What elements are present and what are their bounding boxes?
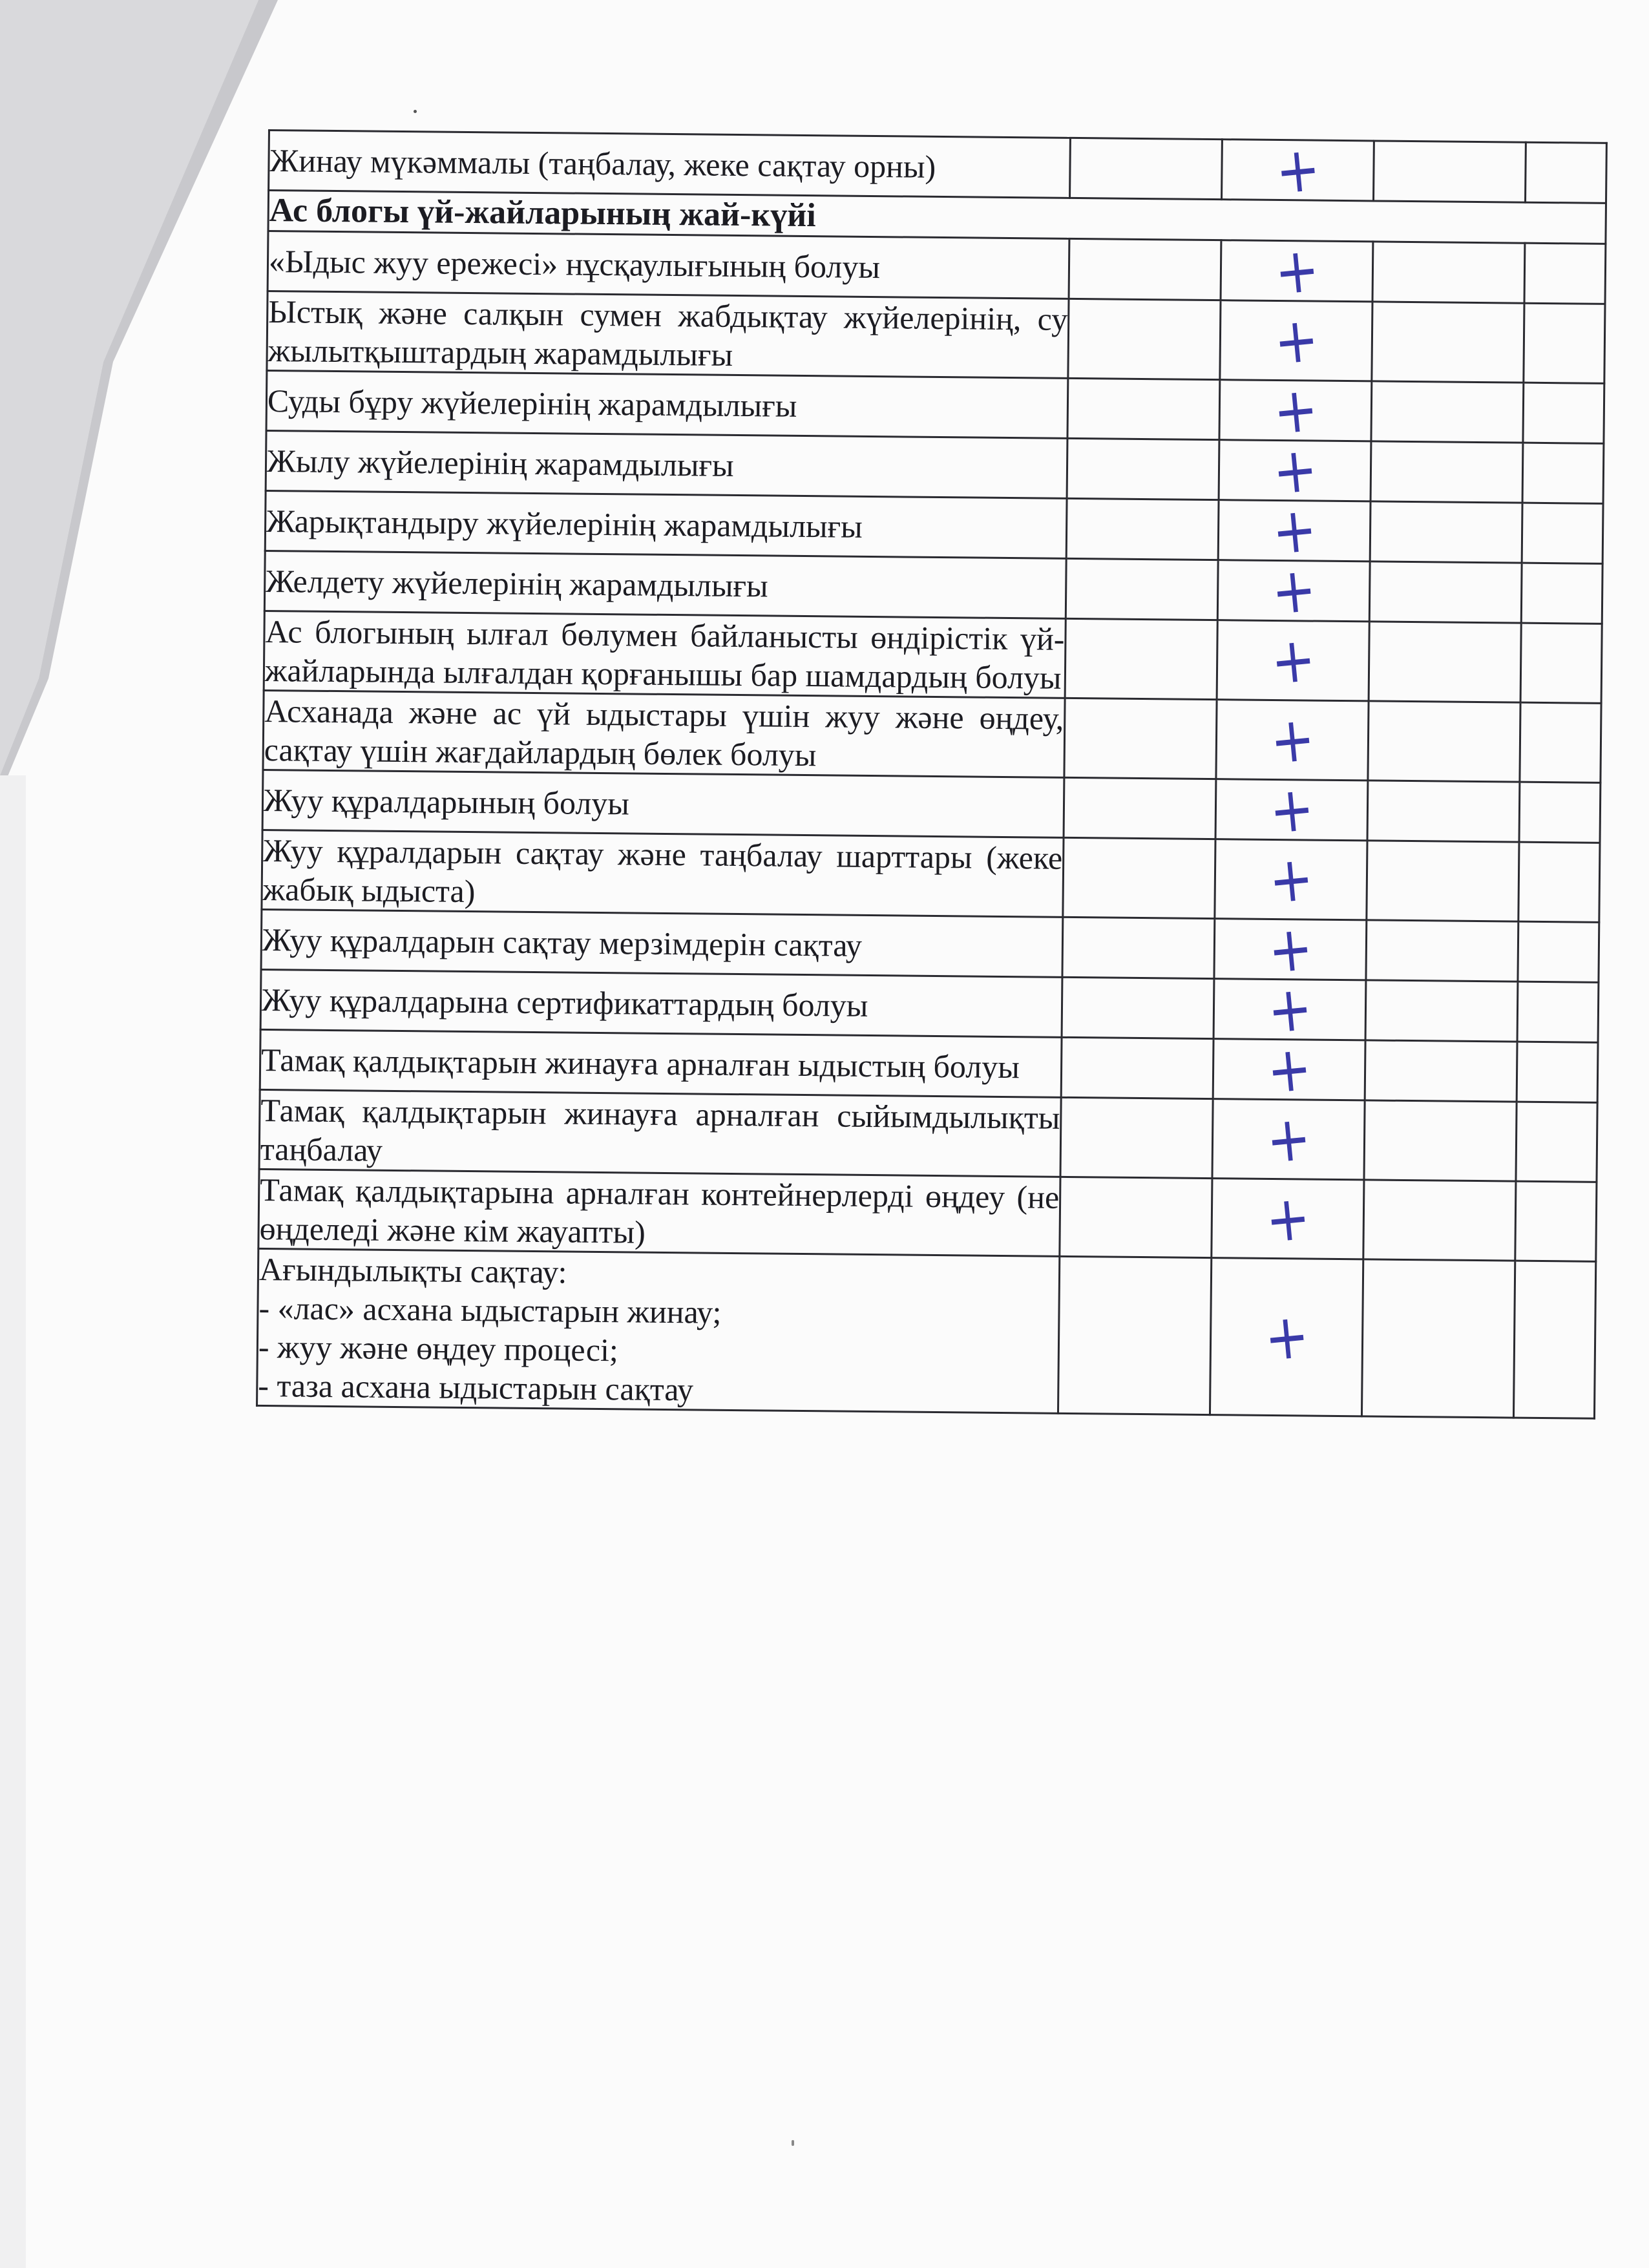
criterion-text: Жуу құралдарының болуы — [262, 770, 1064, 837]
empty-cell — [1372, 302, 1524, 383]
empty-cell — [1517, 1042, 1598, 1102]
empty-cell — [1062, 917, 1215, 978]
empty-cell — [1371, 441, 1523, 503]
empty-cell — [1522, 503, 1603, 563]
empty-cell — [1521, 563, 1602, 624]
check-cell — [1217, 552, 1370, 629]
table-row — [262, 830, 1600, 922]
empty-cell — [1061, 1037, 1213, 1098]
criterion-text: Ағындылықты сақтау: - «лас» асхана ыдыстарын жинау; - жуу және өңдеу процесі; - таза асхана ыдыстарын сақтау — [257, 1248, 1060, 1413]
handwritten-plus-mark: + — [1270, 302, 1322, 379]
criterion-text: Жинау мүкәммалы (таңбалау, жеке сақтау орны) — [269, 131, 1071, 198]
empty-cell — [1513, 1261, 1595, 1418]
criterion-text: Жуу құралдарын сақтау мерзімдерін сақтау — [261, 909, 1063, 977]
empty-cell — [1526, 142, 1607, 203]
empty-cell — [1518, 842, 1600, 922]
scan-speck — [414, 110, 417, 113]
empty-cell — [1365, 1040, 1517, 1102]
handwritten-plus-mark: + — [1266, 772, 1318, 848]
handwritten-plus-mark: + — [1261, 1299, 1312, 1376]
handwritten-plus-mark: + — [1265, 911, 1316, 988]
handwritten-plus-mark: + — [1268, 492, 1320, 569]
empty-cell — [1067, 438, 1219, 499]
empty-cell — [1522, 443, 1604, 503]
check-cell — [1215, 772, 1368, 848]
empty-cell — [1520, 702, 1601, 782]
handwritten-plus-mark: + — [1269, 432, 1321, 509]
empty-cell — [1070, 138, 1223, 199]
handwritten-plus-mark: + — [1266, 702, 1318, 779]
empty-cell — [1063, 837, 1215, 918]
handwritten-plus-mark: + — [1270, 372, 1321, 449]
check-cell — [1219, 372, 1372, 449]
check-cell — [1210, 1258, 1363, 1416]
table-row — [264, 611, 1602, 703]
table-row — [263, 690, 1601, 782]
empty-cell — [1523, 383, 1604, 443]
check-cell — [1215, 839, 1367, 920]
table-row — [259, 1089, 1597, 1182]
table-row — [258, 1169, 1597, 1261]
empty-cell — [1368, 701, 1520, 782]
table-row — [267, 291, 1605, 384]
check-cell — [1220, 300, 1372, 381]
empty-cell — [1367, 781, 1520, 842]
check-cell — [1222, 132, 1374, 209]
handwritten-plus-mark: + — [1267, 622, 1319, 699]
empty-cell — [1374, 141, 1526, 202]
handwritten-plus-mark: + — [1264, 971, 1316, 1048]
empty-cell — [1369, 622, 1521, 702]
criterion-text: Суды бұру жүйелерінің жарамдылығы — [266, 370, 1068, 438]
empty-cell — [1060, 1177, 1212, 1257]
handwritten-plus-mark: + — [1262, 1181, 1314, 1257]
empty-cell — [1370, 501, 1522, 563]
empty-cell — [1065, 618, 1217, 699]
handwritten-plus-mark: + — [1268, 552, 1319, 629]
check-cell — [1218, 492, 1371, 569]
check-cell — [1216, 700, 1369, 781]
empty-cell — [1060, 1097, 1213, 1178]
criterion-text: Желдету жүйелерінің жарамдылығы — [264, 551, 1066, 618]
empty-cell — [1519, 782, 1601, 843]
empty-cell — [1372, 242, 1525, 303]
criterion-text: Жарықтандыру жүйелерінің жарамдылығы — [265, 490, 1067, 558]
empty-cell — [1520, 623, 1602, 703]
empty-cell — [1068, 299, 1221, 379]
check-cell — [1214, 911, 1367, 988]
scan-speck — [792, 2140, 794, 2146]
empty-cell — [1366, 920, 1518, 982]
criterion-text: «Ыдыс жуу ережесі» нұсқаулығының болуы — [268, 231, 1069, 299]
empty-cell — [1064, 777, 1216, 839]
empty-cell — [1371, 381, 1524, 443]
handwritten-plus-mark: + — [1271, 233, 1323, 310]
empty-cell — [1367, 841, 1519, 921]
check-cell — [1212, 1099, 1365, 1180]
criterion-text: Ас блогының ылғал бөлумен байланысты өндірістік үй-жайларында ылғалдан қорғанышы бар шамдардың болуы — [264, 611, 1066, 698]
criterion-text: Жуу құралдарына сертификаттардың болуы — [260, 969, 1062, 1037]
checklist-table — [256, 129, 1608, 1420]
empty-cell — [1064, 698, 1217, 779]
empty-cell — [1517, 982, 1599, 1042]
empty-cell — [1069, 238, 1221, 300]
empty-cell — [1363, 1180, 1516, 1261]
empty-cell — [1515, 1181, 1597, 1261]
handwritten-plus-mark: + — [1272, 132, 1323, 209]
empty-cell — [1058, 1256, 1211, 1414]
criterion-text: Жуу құралдарын сақтау және таңбалау шарттары (жеке жабық ыдыста) — [262, 830, 1064, 917]
empty-cell — [1365, 980, 1518, 1042]
empty-cell — [1361, 1259, 1515, 1418]
check-cell — [1212, 1179, 1364, 1259]
check-cell — [1213, 971, 1366, 1048]
empty-cell — [1369, 562, 1522, 623]
empty-cell — [1524, 243, 1606, 304]
empty-cell — [1364, 1100, 1517, 1181]
table-row — [257, 1248, 1596, 1418]
handwritten-plus-mark: + — [1265, 841, 1317, 918]
empty-cell — [1066, 498, 1219, 560]
handwritten-plus-mark: + — [1263, 1031, 1315, 1108]
criterion-text: Тамақ қалдықтарына арналған контейнерлерді өңдеу (не өңделеді және кім жауапты) — [258, 1169, 1060, 1256]
check-cell — [1213, 1031, 1365, 1108]
criterion-text: Ыстық және салқын сумен жабдықтау жүйелерінің, су жылытқыштардың жарамдылығы — [267, 291, 1069, 379]
criterion-text: Асханада және ас үй ыдыстары үшін жуу және өңдеу, сақтау үшін жағдайлардың бөлек болуы — [263, 690, 1065, 777]
check-cell — [1217, 620, 1369, 701]
section-title: Ас блогы үй-жайларының жай-күйі — [268, 191, 1606, 244]
check-cell — [1219, 432, 1371, 509]
empty-cell — [1524, 303, 1605, 383]
empty-cell — [1516, 1102, 1597, 1182]
empty-cell — [1062, 977, 1214, 1038]
handwritten-plus-mark: + — [1263, 1101, 1314, 1178]
criterion-text: Тамақ қалдықтарын жинауға арналған сыйымдылықты таңбалау — [259, 1089, 1061, 1177]
empty-cell — [1518, 921, 1599, 982]
criterion-text: Тамақ қалдықтарын жинауға арналған ыдыстың болуы — [260, 1029, 1062, 1097]
empty-cell — [1066, 558, 1218, 620]
empty-cell — [1067, 378, 1220, 439]
check-cell — [1221, 233, 1373, 310]
criterion-text: Жылу жүйелерінің жарамдылығы — [266, 430, 1067, 498]
